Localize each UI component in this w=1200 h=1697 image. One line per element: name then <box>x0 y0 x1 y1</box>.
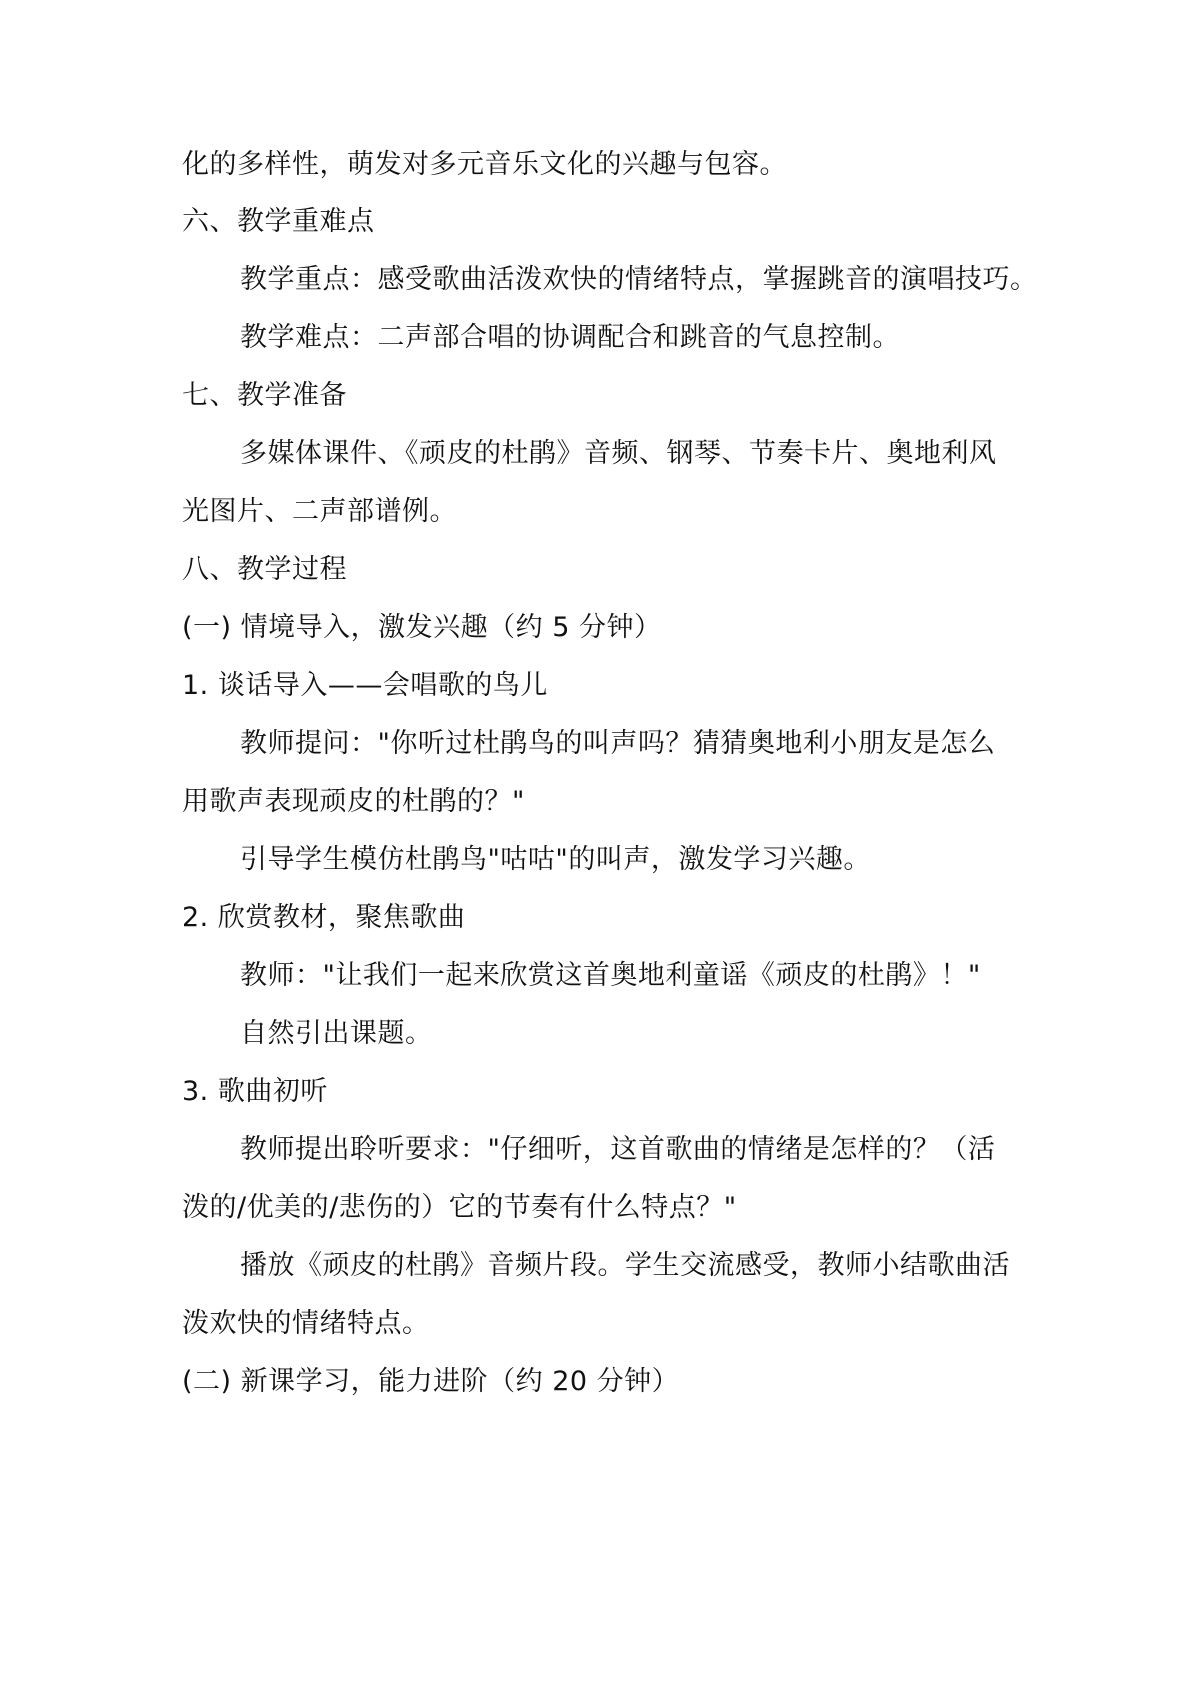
item-heading-talk-intro: 1. 谈话导入——会唱歌的鸟儿 <box>182 670 548 701</box>
teaching-difficult-point: 教学难点：二声部合唱的协调配合和跳音的气息控制。 <box>240 322 900 353</box>
item-heading-first-listen: 3. 歌曲初听 <box>182 1076 328 1107</box>
teaching-key-point: 教学重点：感受歌曲活泼欢快的情绪特点，掌握跳音的演唱技巧。 <box>240 264 1038 295</box>
section-heading-key-difficult-points: 六、教学重难点 <box>182 206 375 237</box>
guide-students-text: 引导学生模仿杜鹃鸟"咕咕"的叫声，激发学习兴趣。 <box>240 844 871 875</box>
paragraph-continuation: 化的多样性，萌发对多元音乐文化的兴趣与包容。 <box>182 149 787 180</box>
item-heading-appreciate: 2. 欣赏教材，聚焦歌曲 <box>182 902 466 933</box>
listening-requirement-line-1: 教师提出聆听要求："仔细听，这首歌曲的情绪是怎样的？（活 <box>240 1134 996 1165</box>
play-audio-line-2: 泼欢快的情绪特点。 <box>182 1308 430 1339</box>
teacher-question-line-2: 用歌声表现顽皮的杜鹃的？" <box>182 786 525 817</box>
section-heading-process: 八、教学过程 <box>182 554 347 585</box>
play-audio-line-1: 播放《顽皮的杜鹃》音频片段。学生交流感受，教师小结歌曲活 <box>240 1250 1010 1281</box>
preparation-text-line-2: 光图片、二声部谱例。 <box>182 496 457 527</box>
listening-requirement-line-2: 泼的/优美的/悲伤的）它的节奏有什么特点？" <box>182 1192 737 1223</box>
teacher-statement: 教师："让我们一起来欣赏这首奥地利童谣《顽皮的杜鹃》！" <box>240 960 981 991</box>
introduce-topic-text: 自然引出课题。 <box>240 1018 433 1049</box>
subsection-heading-intro: (一) 情境导入，激发兴趣（约 5 分钟） <box>182 612 662 643</box>
subsection-heading-new-lesson: (二) 新课学习，能力进阶（约 20 分钟） <box>182 1366 680 1397</box>
teacher-question-line-1: 教师提问："你听过杜鹃鸟的叫声吗？猜猜奥地利小朋友是怎么 <box>240 728 996 759</box>
section-heading-preparation: 七、教学准备 <box>182 380 347 411</box>
preparation-text-line-1: 多媒体课件、《顽皮的杜鹃》音频、钢琴、节奏卡片、奥地利风 <box>240 438 997 469</box>
